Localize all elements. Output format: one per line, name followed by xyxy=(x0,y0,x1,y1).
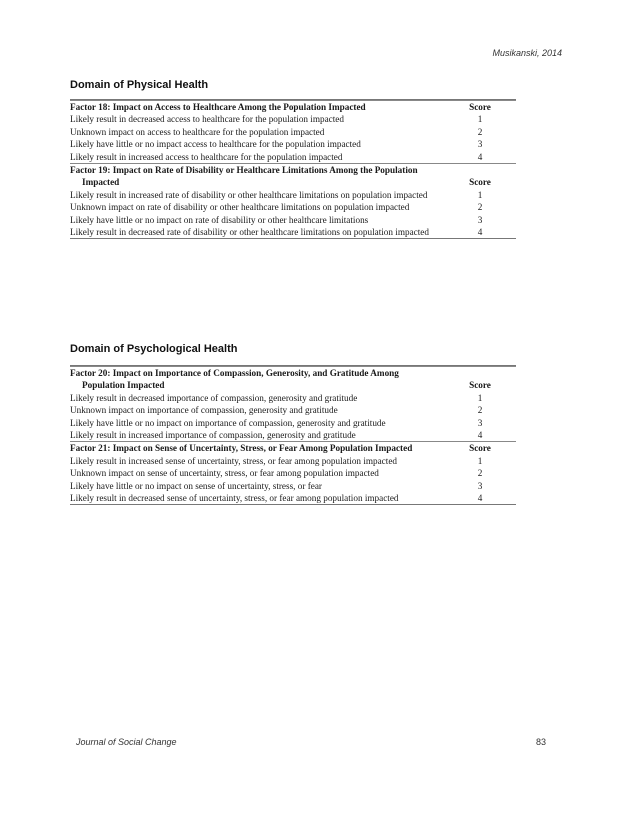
table-row xyxy=(70,226,516,238)
journal-name: Journal of Social Change xyxy=(76,737,177,747)
row-text: Likely have little or no impact on rate of disability or other healthcare limitations xyxy=(70,214,369,225)
row-text: Likely result in decreased rate of disability or other healthcare limitations on population impacted xyxy=(70,227,429,238)
table-row xyxy=(70,189,516,201)
row-score: 1 xyxy=(477,114,483,125)
factor-title: Factor 21: Impact on Sense of Uncertainty, Stress, or Fear Among Population Impacted xyxy=(70,443,413,454)
row-text: Unknown impact on rate of disability or other healthcare limitations on population impacted xyxy=(70,202,410,213)
row-text: Likely result in increased importance of compassion, generosity and gratitude xyxy=(70,430,356,441)
factor-title: Factor 20: Impact on Importance of Compassion, Generosity, and Gratitude Among Population Impacted xyxy=(70,368,399,391)
table-row xyxy=(70,151,516,163)
factor-table-psychological-health xyxy=(70,365,516,505)
table-row xyxy=(70,404,516,416)
row-score: 3 xyxy=(477,139,483,150)
row-score: 4 xyxy=(477,227,483,238)
row-text: Likely result in increased rate of disability or other healthcare limitations on population impacted xyxy=(70,189,428,200)
factor-header xyxy=(70,100,516,113)
row-text: Likely result in decreased access to healthcare for the population impacted xyxy=(70,114,344,125)
section-title-physical-health: Domain of Physical Health xyxy=(70,79,209,91)
row-text: Likely have little or no impact on sense of uncertainty, stress, or fear xyxy=(70,480,322,491)
row-text: Likely result in decreased sense of uncertainty, stress, or fear among population impacted xyxy=(70,493,399,504)
table-row xyxy=(70,480,516,492)
table-row xyxy=(70,138,516,150)
score-column-label: Score xyxy=(469,177,491,188)
row-text: Likely result in increased access to healthcare for the population impacted xyxy=(70,151,343,162)
running-header-author: Musikanski, 2014 xyxy=(492,48,562,58)
table-bottom-rule xyxy=(70,238,516,239)
row-score: 2 xyxy=(477,468,483,479)
table-row xyxy=(70,429,516,441)
table-row xyxy=(70,492,516,504)
row-score: 1 xyxy=(477,455,483,466)
factor-title: Factor 19: Impact on Rate of Disability or Healthcare Limitations Among the Population Impacted xyxy=(70,165,418,188)
table-row xyxy=(70,214,516,226)
table-row xyxy=(70,467,516,479)
section-title-psychological-health: Domain of Psychological Health xyxy=(70,343,238,355)
row-text: Likely result in increased sense of uncertainty, stress, or fear among population impacted xyxy=(70,455,397,466)
table-row xyxy=(70,126,516,138)
table-row xyxy=(70,417,516,429)
score-column-label: Score xyxy=(469,102,491,112)
row-text: Likely have little or no impact on importance of compassion, generosity and gratitude xyxy=(70,417,386,428)
row-text: Likely result in decreased importance of compassion, generosity and gratitude xyxy=(70,392,358,403)
table-bottom-rule xyxy=(70,504,516,505)
row-score: 3 xyxy=(477,417,483,428)
row-score: 2 xyxy=(477,126,483,137)
factor-table-physical-health xyxy=(70,99,516,239)
factor-header xyxy=(70,441,516,454)
table-row xyxy=(70,455,516,467)
row-score: 2 xyxy=(477,202,483,213)
score-column-label: Score xyxy=(469,443,491,454)
factor-header xyxy=(70,163,516,189)
row-score: 4 xyxy=(477,430,483,441)
score-column-label: Score xyxy=(469,380,491,391)
row-score: 3 xyxy=(477,214,483,225)
row-text: Likely have little or no impact access to healthcare for the population impacted xyxy=(70,139,361,150)
table-row xyxy=(70,201,516,213)
row-text: Unknown impact on access to healthcare for the population impacted xyxy=(70,126,325,137)
row-score: 4 xyxy=(477,151,483,162)
row-text: Unknown impact on sense of uncertainty, stress, or fear among population impacted xyxy=(70,468,379,479)
table-row xyxy=(70,113,516,125)
row-score: 1 xyxy=(477,189,483,200)
row-score: 2 xyxy=(477,405,483,416)
row-score: 3 xyxy=(477,480,483,491)
factor-title: Factor 18: Impact on Access to Healthcare Among the Population Impacted xyxy=(70,102,366,112)
factor-header xyxy=(70,366,516,392)
page-number: 83 xyxy=(535,737,546,747)
row-text: Unknown impact on importance of compassion, generosity and gratitude xyxy=(70,405,338,416)
row-score: 1 xyxy=(477,392,483,403)
table-row xyxy=(70,392,516,404)
row-score: 4 xyxy=(477,493,483,504)
